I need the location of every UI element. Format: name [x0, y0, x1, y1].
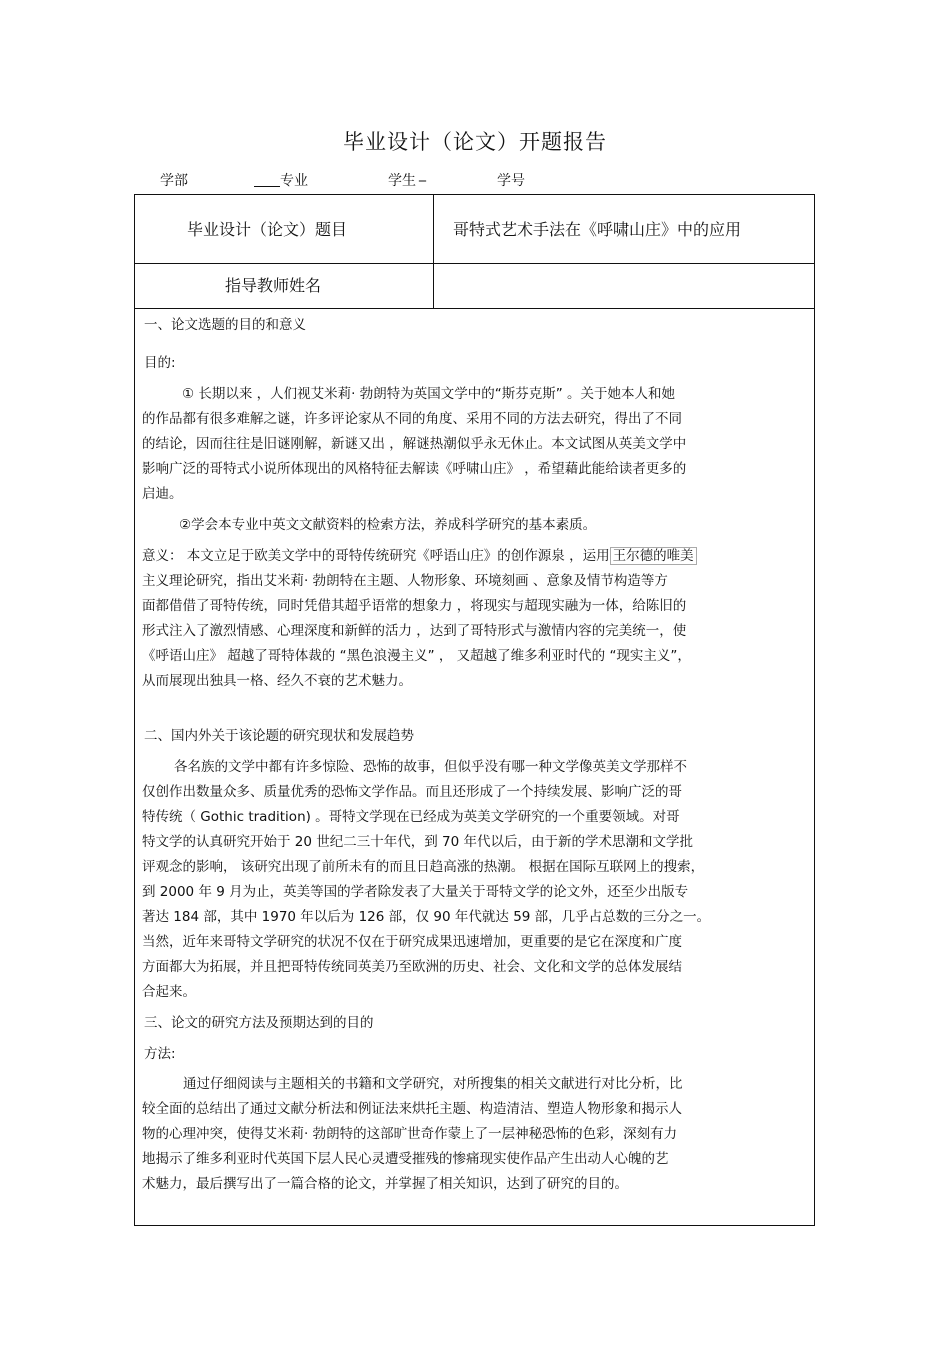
purpose-line: 启迪。: [142, 486, 183, 502]
purpose-line: ① 长期以来 ，人们视艾米莉· 勃朗特为英国文学中的“斯芬克斯” 。关于她本人和她: [182, 386, 676, 402]
major-label: 专业: [280, 173, 308, 189]
section3-heading: 三、论文的研究方法及预期达到的目的: [144, 1015, 374, 1031]
section2-line: 当然，近年来哥特文学研究的状况不仅在于研究成果迅速增加，更重要的是它在深度和广度: [142, 934, 682, 950]
department-label: 学部: [160, 173, 188, 189]
meaning-line: 形式注入了激烈情感、心理深度和新鲜的活力 ，达到了哥特形式与激情内容的完美统一，使: [142, 623, 687, 639]
section2-line: 各名族的文学中都有许多惊险、恐怖的故事，但似乎没有哪一种文学像英美文学那样不: [174, 759, 687, 775]
topic-label: 毕业设计（论文）题目: [187, 220, 348, 239]
student-label: 学生: [388, 173, 416, 189]
meaning-line-text: 意义： 本文立足于欧美文学中的哥特传统研究《呼语山庄》的创作源泉 ，运用: [142, 548, 610, 564]
section2-line: 到 2000 年 9 月为止，英美等国的学者除发表了大量关于哥特文学的论文外，还至少出版专: [142, 884, 689, 900]
section2-line: 特文学的认真研究开始于 20 世纪二三十年代，到 70 年代以后，由于新的学术思潮和文学批: [142, 834, 694, 850]
meaning-line: 《呼语山庄》 超越了哥特体裁的 “黑色浪漫主义” ， 又超越了维多利亚时代的 “现实主义”，: [142, 648, 691, 664]
section2-heading: 二、国内外关于该论题的研究现状和发展趋势: [144, 728, 414, 744]
meaning-line: 从而展现出独具一格、经久不衰的艺术魅力。: [142, 673, 412, 689]
advisor-label: 指导教师姓名: [225, 276, 322, 295]
section3-line: 较全面的总结出了通过文献分析法和例证法来烘托主题、构造清洁、塑造人物形象和揭示人: [142, 1101, 682, 1117]
report-table: [134, 194, 815, 1226]
page-title: 毕业设计（论文）开题报告: [343, 130, 607, 154]
student-id-label: 学号: [497, 173, 525, 189]
meaning-line: 面都借借了哥特传统，同时凭借其超乎语常的想象力 ，将现实与超现实融为一体，给陈旧的: [142, 598, 687, 614]
purpose-label: 目的:: [144, 355, 176, 371]
section2-line: 特传统（ Gothic tradition) 。哥特文学现在已经成为英美文学研究的一个重要领域。对哥: [142, 809, 680, 825]
section2-line: 方面都大为拓展，并且把哥特传统同英美乃至欧洲的历史、社会、文化和文学的总体发展结: [142, 959, 682, 975]
student-blank: _: [419, 166, 426, 182]
meaning-highlight: 王尔德的唯美: [610, 547, 697, 565]
row-divider: [135, 263, 814, 264]
section2-line: 著达 184 部，其中 1970 年以后为 126 部，仅 90 年代就达 59 部，几乎占总数的三分之一。: [142, 909, 711, 925]
meaning-line: 主义理论研究，指出艾米莉· 勃朗特在主题、人物形象、环境刻画 、意象及情节构造等方: [142, 573, 668, 589]
section2-line: 评观念的影响， 该研究出现了前所未有的而且日趋高涨的热潮。 根据在国际互联网上的搜索，: [142, 859, 705, 875]
row-divider: [135, 308, 814, 309]
column-divider: [433, 195, 434, 308]
section1-heading: 一、论文选题的目的和意义: [144, 317, 306, 333]
purpose-line: 的作品都有很多难解之谜，许多评论家从不同的角度、采用不同的方法去研究，得出了不同: [142, 411, 682, 427]
section3-line: 通过仔细阅读与主题相关的书籍和文学研究，对所搜集的相关文献进行对比分析，比: [183, 1076, 683, 1092]
section3-line: 物的心理冲突，使得艾米莉· 勃朗特的这部旷世奇作蒙上了一层神秘恐怖的色彩，深刻有力: [142, 1126, 678, 1142]
method-label: 方法:: [144, 1046, 176, 1062]
section2-line: 仅创作出数量众多、质量优秀的恐怖文学作品。而且还形成了一个持续发展、影响广泛的哥: [142, 784, 682, 800]
meaning-line: [142, 548, 697, 564]
section3-line: 术魅力，最后撰写出了一篇合格的论文，并掌握了相关知识，达到了研究的目的。: [142, 1176, 628, 1192]
section3-line: 地揭示了维多利亚时代英国下层人民心灵遭受摧残的惨痛现实使作品产生出动人心魄的艺: [142, 1151, 669, 1167]
purpose-line: 的结论，因而往往是旧谜刚解，新谜又出 ，解谜热潮似乎永无休止。本文试图从英美文学中: [142, 436, 687, 452]
purpose-item-2: ②学会本专业中英文文献资料的检索方法，养成科学研究的基本素质。: [179, 517, 597, 533]
purpose-line: 影响广泛的哥特式小说所体现出的风格特征去解读《呼啸山庄》 ，希望藉此能给读者更多的: [142, 461, 687, 477]
department-blank: [254, 172, 280, 187]
section2-line: 合起来。: [142, 984, 196, 1000]
topic-value: 哥特式艺术手法在《呼啸山庄》中的应用: [453, 220, 742, 239]
